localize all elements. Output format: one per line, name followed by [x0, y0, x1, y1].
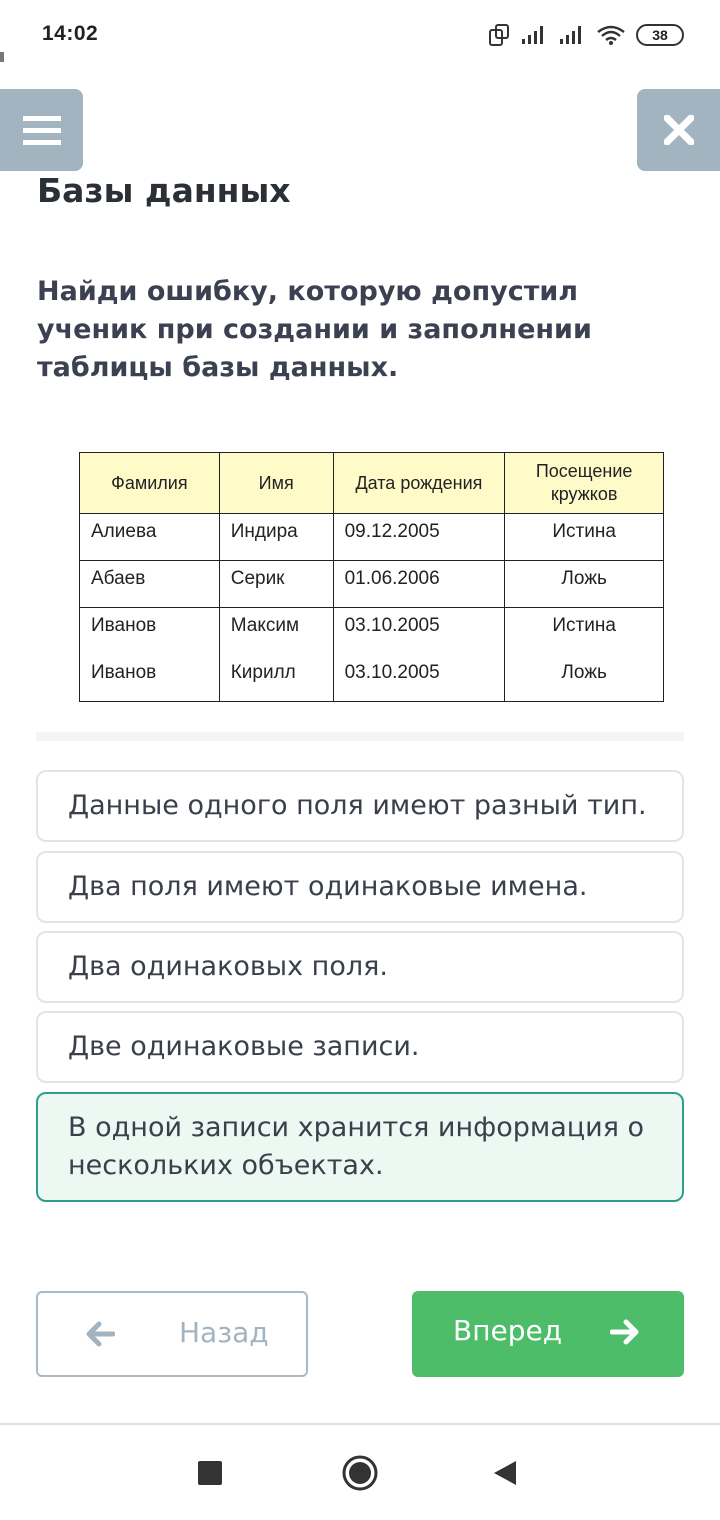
back-button-label: Назад	[179, 1316, 269, 1349]
hamburger-icon	[23, 114, 61, 146]
status-bar	[0, 0, 720, 70]
table-cell: Индира	[219, 514, 333, 561]
battery-indicator: 38	[636, 24, 684, 46]
home-icon[interactable]	[341, 1454, 379, 1492]
recent-apps-icon[interactable]	[198, 1461, 222, 1485]
answer-option-label: В одной записи хранится информация о нескольких объектах.	[68, 1112, 645, 1181]
table-cell: 03.10.2005	[333, 655, 505, 702]
answer-option-label: Данные одного поля имеют разный тип.	[68, 790, 647, 821]
table-row	[80, 561, 664, 608]
table-cell: Истина	[505, 608, 664, 655]
table-header-cell: Имя	[219, 453, 333, 514]
close-icon	[664, 115, 694, 145]
screen-rotate-icon	[488, 23, 510, 47]
back-nav-icon[interactable]	[492, 1459, 518, 1487]
answer-option[interactable]	[36, 931, 684, 1003]
wifi-icon	[596, 24, 626, 46]
table-cell: Кирилл	[219, 655, 333, 702]
table-cell: Истина	[505, 514, 664, 561]
answer-option-selected[interactable]	[36, 1092, 684, 1202]
table-cell: Иванов	[80, 608, 220, 655]
table-cell: 03.10.2005	[333, 608, 505, 655]
arrow-right-icon	[610, 1319, 640, 1345]
page-title: Базы данных	[37, 171, 291, 210]
answer-option[interactable]	[36, 770, 684, 842]
database-table-image	[79, 452, 664, 702]
table-header-cell: Дата рождения	[333, 453, 505, 514]
table-header-cell: Посещение кружков	[505, 453, 664, 514]
table-cell: Алиева	[80, 514, 220, 561]
menu-button[interactable]	[0, 89, 83, 171]
table-row	[80, 514, 664, 561]
next-button-label: Вперед	[453, 1314, 563, 1347]
next-button[interactable]	[412, 1291, 684, 1377]
divider	[36, 732, 684, 741]
table-row	[80, 655, 664, 702]
table-cell: 01.06.2006	[333, 561, 505, 608]
android-nav-bar	[0, 1425, 720, 1520]
back-button[interactable]	[36, 1291, 308, 1377]
table-cell: 09.12.2005	[333, 514, 505, 561]
table-cell: Ложь	[505, 655, 664, 702]
answer-option-label: Два одинаковых поля.	[68, 951, 388, 982]
answer-option-label: Два поля имеют одинаковые имена.	[68, 871, 588, 902]
table-cell: Ложь	[505, 561, 664, 608]
edge-indicator	[0, 52, 4, 62]
table-cell: Максим	[219, 608, 333, 655]
table-row	[80, 608, 664, 655]
table-cell: Абаев	[80, 561, 220, 608]
signal-icon	[558, 24, 586, 46]
question-text: Найди ошибку, которую допустил ученик при создании и заполнении таблицы базы данных.	[37, 276, 592, 383]
table-cell: Серик	[219, 561, 333, 608]
table-header-cell: Фамилия	[80, 453, 220, 514]
close-button[interactable]	[637, 89, 720, 171]
answer-option[interactable]	[36, 851, 684, 923]
status-time: 14:02	[42, 22, 99, 45]
table-cell: Иванов	[80, 655, 220, 702]
table-header-row	[80, 453, 664, 514]
signal-icon	[520, 24, 548, 46]
answer-option[interactable]	[36, 1011, 684, 1083]
answer-option-label: Две одинаковые записи.	[68, 1031, 420, 1062]
arrow-left-icon	[85, 1321, 115, 1347]
status-icons	[488, 22, 684, 48]
